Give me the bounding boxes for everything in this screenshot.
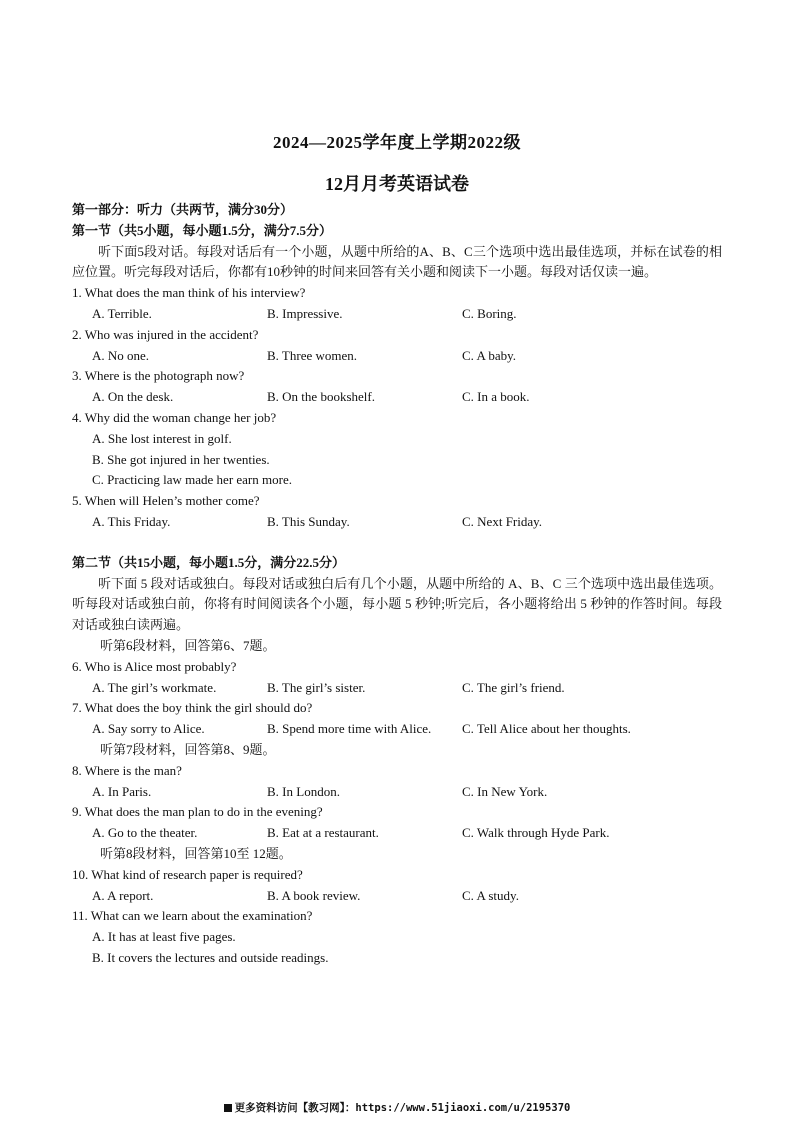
option-b: B. She got injured in her twenties.: [92, 451, 270, 467]
option-b: B. Spend more time with Alice.: [267, 721, 432, 737]
option-c: C. In a book.: [462, 389, 530, 405]
option-b: B. Eat at a restaurant.: [267, 825, 379, 841]
option-b: B. This Sunday.: [267, 513, 350, 529]
material-6-note: 听第6段材料，回答第6、7题。: [100, 637, 276, 653]
option-c: C. A baby.: [462, 347, 517, 363]
option-b: B. It covers the lectures and outside readings.: [92, 949, 329, 965]
exam-title-line1: 2024—2025学年度上学期2022级: [273, 133, 521, 152]
option-a: A. On the desk.: [92, 389, 174, 405]
flag-icon: [224, 1104, 232, 1112]
option-a: A. Say sorry to Alice.: [92, 721, 205, 737]
option-b: B. On the bookshelf.: [267, 389, 375, 405]
question-5: 5. When will Helen’s mother come?: [72, 493, 260, 509]
footer-banner[interactable]: [0, 1100, 794, 1115]
option-c: C. Walk through Hyde Park.: [462, 825, 610, 841]
part1-heading: 第一部分：听力（共两节，满分30分）: [72, 202, 294, 217]
question-2-options: [72, 346, 722, 367]
exam-title-line2: 12月月考英语试卷: [325, 174, 469, 194]
question-5-options: [72, 512, 722, 533]
question-7: 7. What does the boy think the girl should do?: [72, 700, 313, 716]
footer-link-text[interactable]: 更多资料访问【教习网】：https://www.51jiaoxi.com/u/2195370: [234, 1102, 571, 1114]
option-a: A. A report.: [92, 887, 154, 903]
question-11: 11. What can we learn about the examination?: [72, 908, 313, 924]
question-6-options: [72, 678, 722, 699]
option-c: C. Boring.: [462, 305, 517, 321]
question-3: 3. Where is the photograph now?: [72, 368, 245, 384]
question-9: 9. What does the man plan to do in the evening?: [72, 804, 323, 820]
option-a: A. Terrible.: [92, 305, 152, 321]
question-8: 8. Where is the man?: [72, 762, 182, 778]
option-b: B. Three women.: [267, 347, 358, 363]
exam-content: [72, 200, 722, 969]
section1-instructions: 听下面5段对话。每段对话后有一个小题，从题中所给的A、B、C三个选项中选出最佳选项，并标在试卷的相应位置。听完每段对话后，你都有10秒钟的时间来回答有关小题和阅读下一小题。每段对话仅读一遍。: [72, 243, 722, 280]
question-2: 2. Who was injured in the accident?: [72, 326, 259, 342]
section1-heading: 第一节（共5小题，每小题1.5分，满分7.5分）: [72, 222, 333, 238]
question-4: 4. Why did the woman change her job?: [72, 409, 277, 425]
option-c: C. The girl’s friend.: [462, 679, 565, 695]
option-a: A. This Friday.: [92, 513, 171, 529]
option-a: A. No one.: [92, 347, 150, 363]
question-7-options: [72, 719, 722, 740]
option-b: B. A book review.: [267, 887, 361, 903]
question-8-options: [72, 782, 722, 803]
section2-instructions: 听下面 5 段对话或独白。每段对话或独白后有几个小题，从题中所给的 A、B、C 三个选项中选出最佳选项。听每段对话或独白前，你将有时间阅读各个小题，每小题 5 秒钟;听完后，各小题将给出 5 秒钟的作答时间。每段对话或独白读两遍。: [72, 575, 722, 633]
material-8-note: 听第8段材料，回答第10至 12题。: [100, 845, 292, 861]
option-c: C. Practicing law made her earn more.: [92, 472, 292, 488]
option-a: A. It has at least five pages.: [92, 929, 236, 945]
question-1: 1. What does the man think of his interview?: [72, 285, 306, 301]
option-b: B. In London.: [267, 783, 340, 799]
option-c: C. A study.: [462, 887, 519, 903]
section2-heading: 第二节（共15小题，每小题1.5分，满分22.5分）: [72, 554, 346, 570]
section-spacer: [72, 533, 722, 553]
option-a: A. In Paris.: [92, 783, 152, 799]
question-10-options: [72, 886, 722, 907]
material-7-note: 听第7段材料，回答第8、9题。: [100, 741, 276, 757]
option-c: C. Tell Alice about her thoughts.: [462, 721, 631, 737]
question-9-options: [72, 823, 722, 844]
option-a: A. She lost interest in golf.: [92, 430, 232, 446]
option-b: B. Impressive.: [267, 305, 343, 321]
option-a: A. The girl’s workmate.: [92, 679, 217, 695]
question-6: 6. Who is Alice most probably?: [72, 658, 237, 674]
option-b: B. The girl’s sister.: [267, 679, 366, 695]
option-c: C. In New York.: [462, 783, 548, 799]
question-3-options: [72, 387, 722, 408]
option-c: C. Next Friday.: [462, 513, 543, 529]
question-1-options: [72, 304, 722, 325]
option-a: A. Go to the theater.: [92, 825, 198, 841]
question-10: 10. What kind of research paper is required?: [72, 866, 303, 882]
